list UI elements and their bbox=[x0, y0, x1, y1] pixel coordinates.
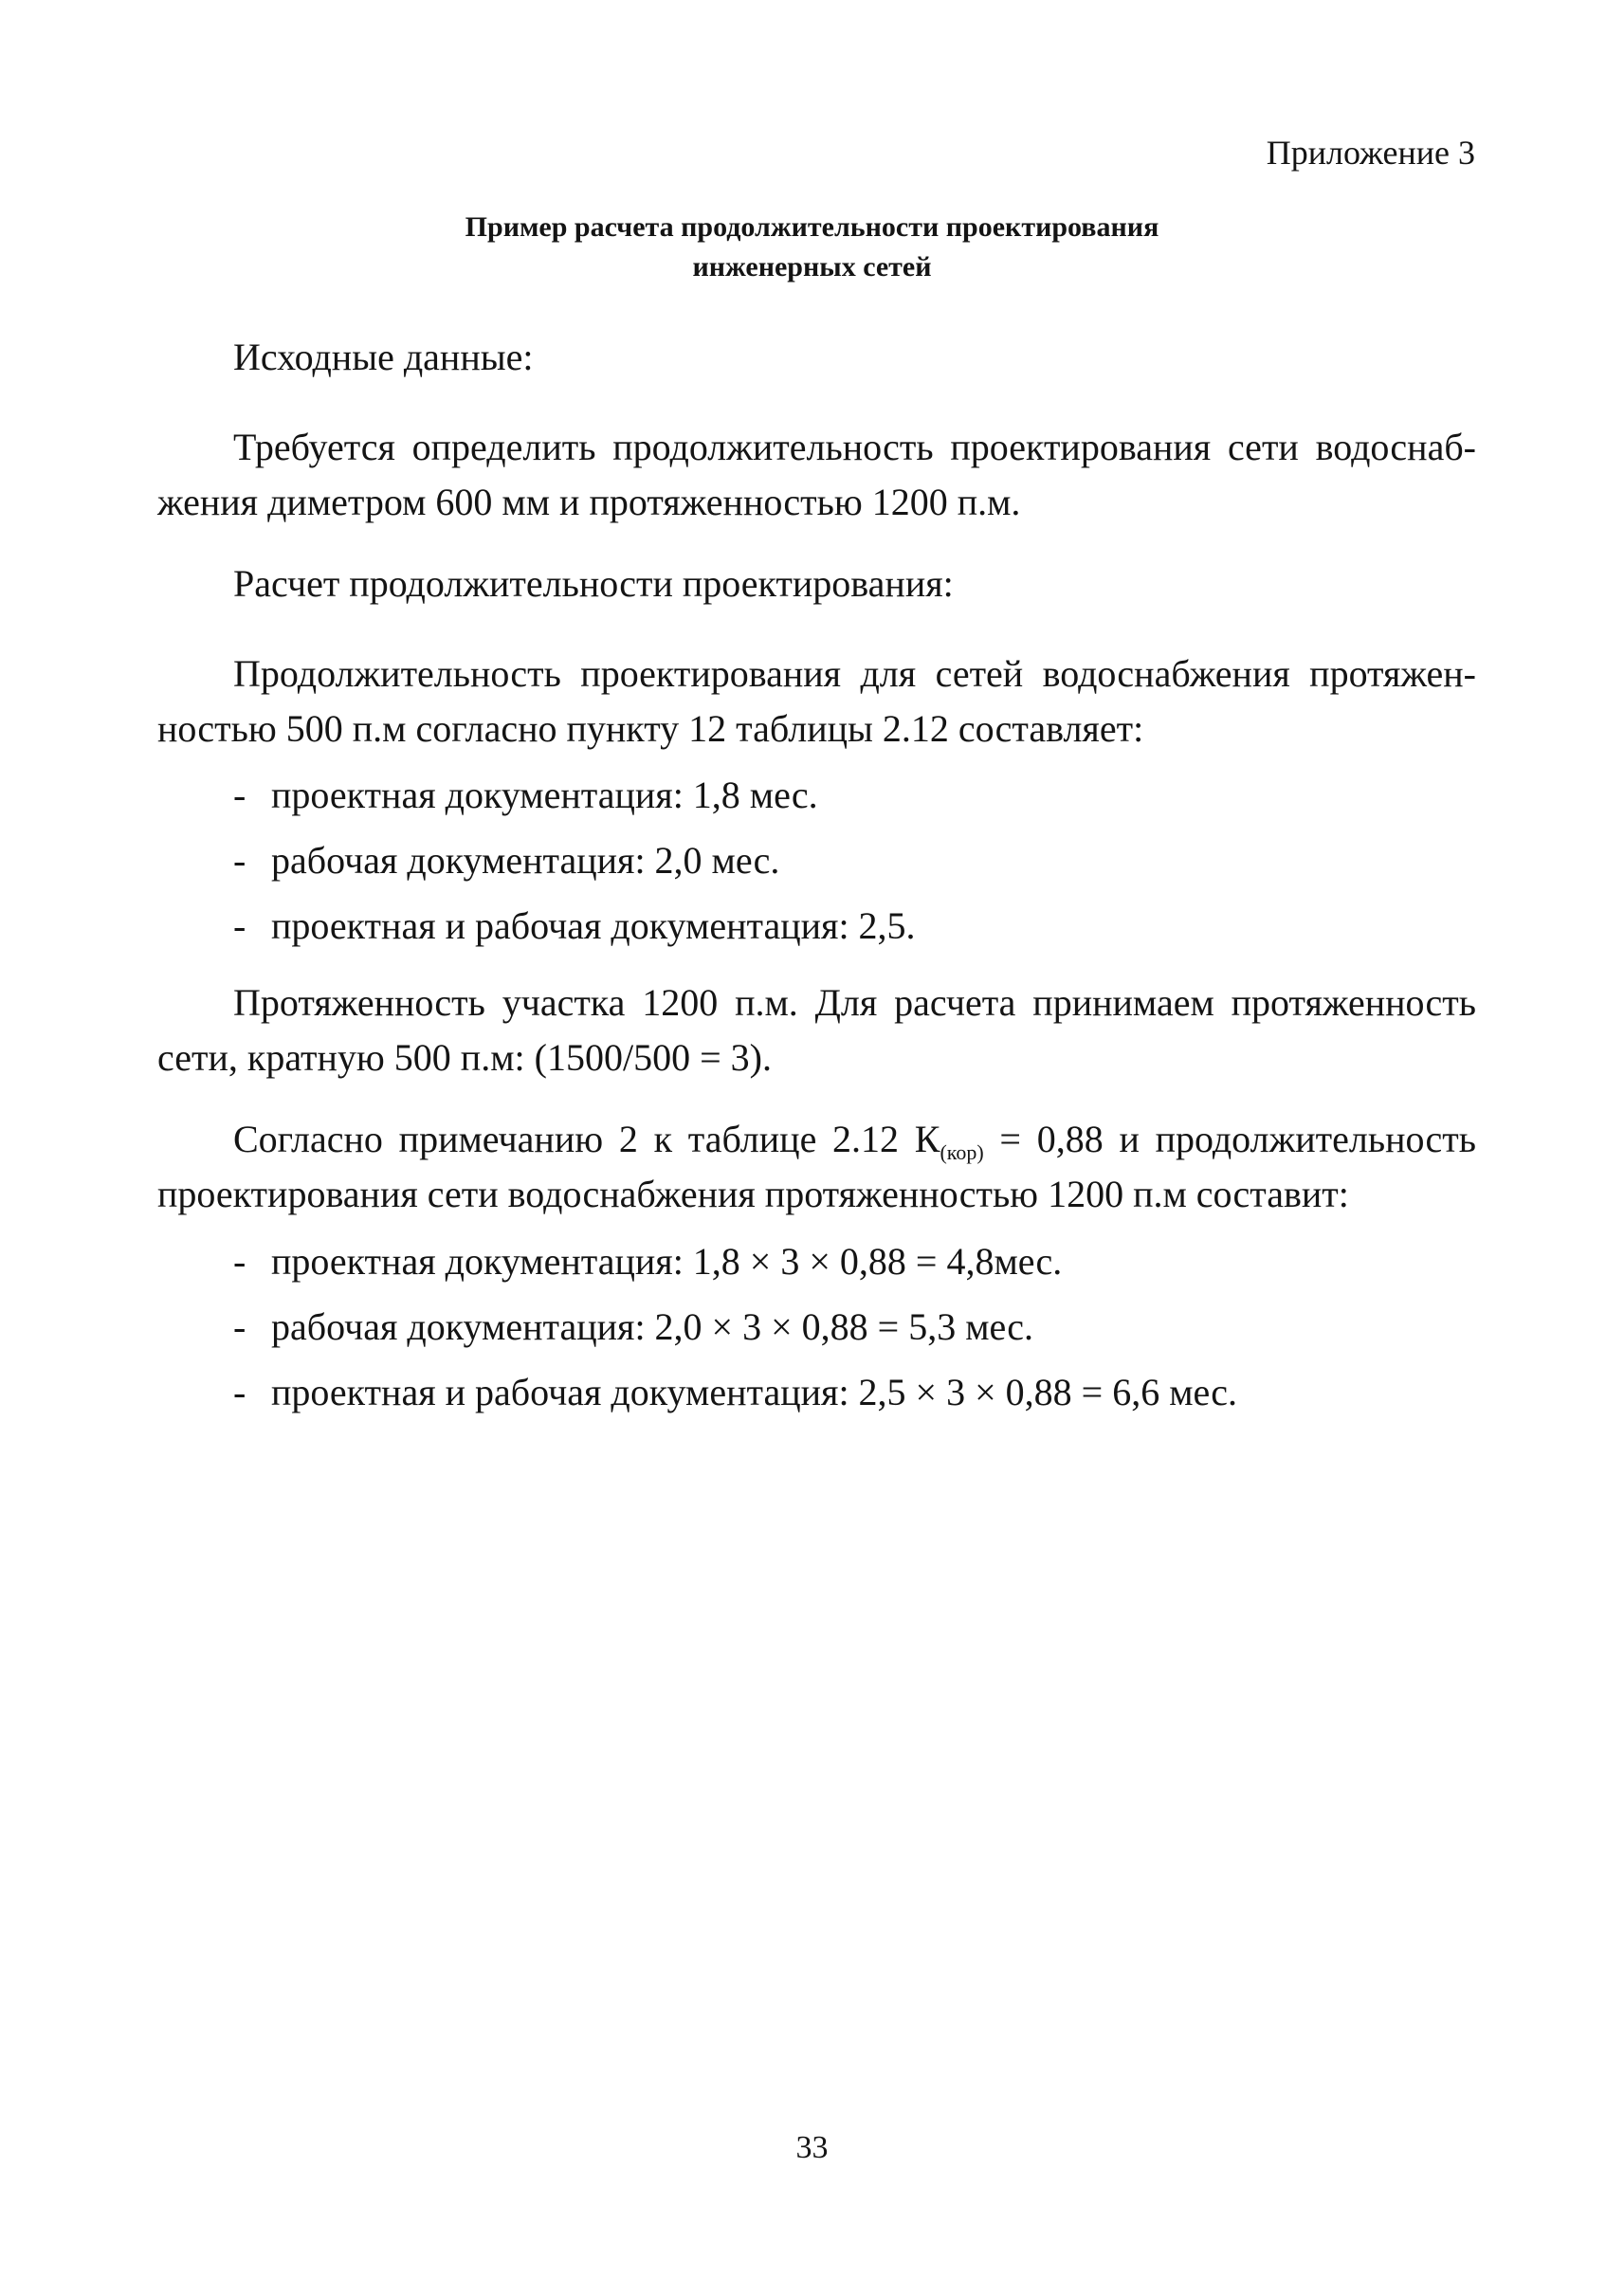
result-item-text: рабочая документация: 2,0 × 3 × 0,88 = 5,3 мес. bbox=[271, 1305, 1034, 1348]
base-item-text: рабочая документация: 2,0 мес. bbox=[271, 839, 780, 882]
length-line-1: Протяженность участка 1200 п.м. Для расчета принимаем протяженность bbox=[233, 981, 1476, 1024]
base-item bbox=[233, 903, 916, 948]
dash-marker: - bbox=[233, 774, 246, 816]
result-item bbox=[233, 1304, 1033, 1349]
result-item-text: проектная и рабочая документация: 2,5 × 3 × 0,88 = 6,6 мес. bbox=[271, 1371, 1238, 1413]
base-duration-line-1: Продолжительность проектирования для сетей водоснабжения протяжен- bbox=[233, 652, 1476, 695]
dash-marker: - bbox=[233, 1240, 246, 1283]
base-item-text: проектная документация: 1,8 мес. bbox=[271, 774, 818, 816]
result-item bbox=[233, 1239, 1062, 1284]
calc-heading: Расчет продолжительности проектирования: bbox=[233, 562, 954, 605]
length-line-2: сети, кратную 500 п.м: (1500/500 = 3). bbox=[157, 1036, 772, 1079]
title-line-1: Пример расчета продолжительности проектирования bbox=[465, 211, 1159, 243]
base-item bbox=[233, 838, 779, 883]
initial-data-heading: Исходные данные: bbox=[233, 336, 534, 378]
base-item-text: проектная и рабочая документация: 2,5. bbox=[271, 904, 916, 947]
dash-marker: - bbox=[233, 839, 246, 882]
page-number: 33 bbox=[795, 2130, 829, 2165]
base-item bbox=[233, 773, 818, 817]
task-paragraph bbox=[157, 415, 1476, 480]
result-item-text: проектная документация: 1,8 × 3 × 0,88 = 4,8мес. bbox=[271, 1240, 1063, 1283]
title-line-2: инженерных сетей bbox=[692, 251, 932, 282]
result-item bbox=[233, 1370, 1237, 1414]
note-text-a: Согласно примечанию 2 к таблице 2.12 К bbox=[233, 1118, 940, 1160]
task-line-2: жения диметром 600 мм и протяженностью 1200 п.м. bbox=[157, 481, 1021, 523]
coefficient-subscript: (кор) bbox=[940, 1140, 984, 1164]
note-line-2: проектирования сети водоснабжения протяженностью 1200 п.м составит: bbox=[157, 1173, 1349, 1215]
appendix-label: Приложение 3 bbox=[1266, 134, 1475, 172]
task-line-1: Требуется определить продолжительность проектирования сети водоснаб- bbox=[233, 426, 1476, 468]
dash-marker: - bbox=[233, 1305, 246, 1348]
length-paragraph bbox=[157, 971, 1476, 1035]
note-text-b: = 0,88 и продолжительность bbox=[983, 1118, 1476, 1160]
base-duration-paragraph bbox=[157, 642, 1476, 706]
base-duration-line-2: ностью 500 п.м согласно пункту 12 таблицы 2.12 составляет: bbox=[157, 707, 1144, 750]
dash-marker: - bbox=[233, 1371, 246, 1413]
dash-marker: - bbox=[233, 904, 246, 947]
